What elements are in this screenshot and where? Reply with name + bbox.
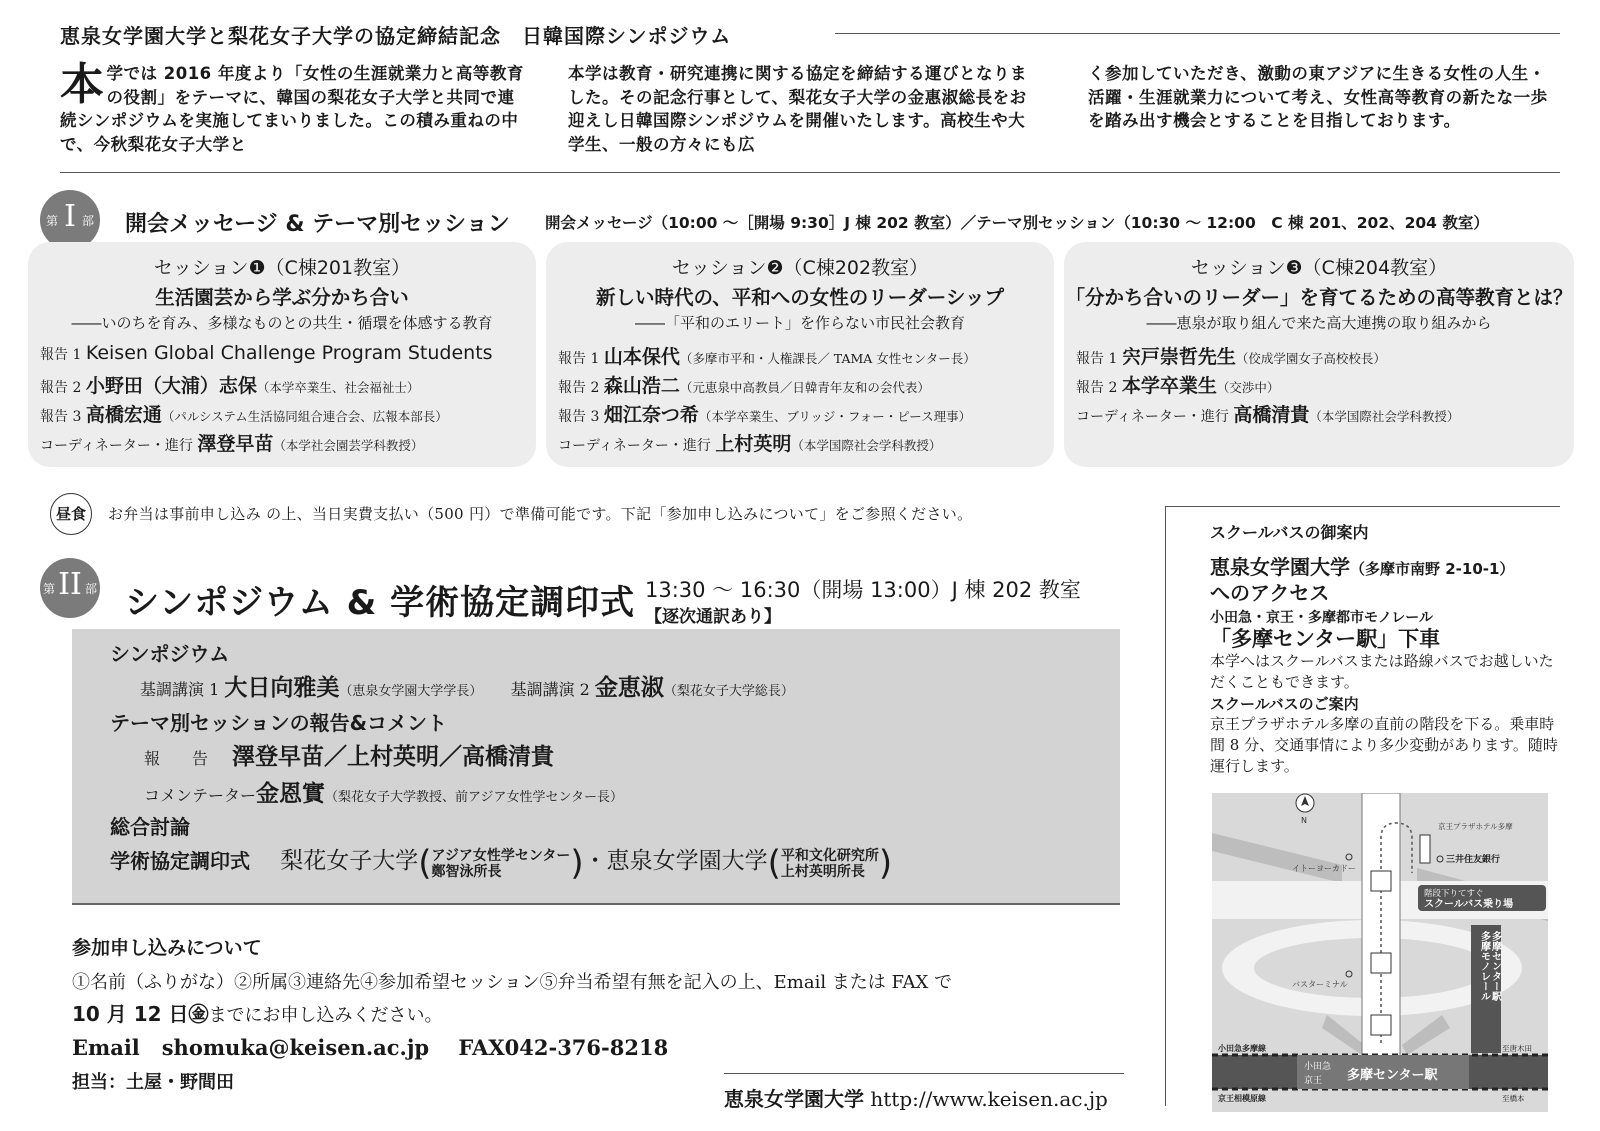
session-1-box	[28, 242, 536, 467]
part1-badge	[40, 190, 100, 250]
session-3-box	[1064, 242, 1574, 467]
row-aff: （本学国際社会学科教授）	[1309, 409, 1460, 424]
session-3-report-1	[1076, 342, 1386, 369]
part2-badge-post: 部	[84, 582, 97, 596]
row-label: 報告 3	[40, 409, 86, 425]
keynote-1-label: 基調講演 1	[140, 680, 225, 699]
keynote-2-label: 基調講演 2	[510, 680, 595, 699]
map-walk-marker-1	[1371, 871, 1391, 891]
map-karakida: 至唐木田	[1502, 1044, 1532, 1053]
application-deadline-line	[72, 998, 1122, 1027]
row-name: 宍戸崇哲先生	[1121, 346, 1236, 368]
bus-text-1: 本学へはスクールバスまたは路線バスでお越しいただくこともできます。	[1210, 652, 1554, 691]
footer-university: 恵泉女学園大学	[724, 1087, 864, 1111]
part1-schedule: 開会メッセージ（10:00 ～［開場 9:30］J 棟 202 教室）／テーマ別セッション（10:30 ～ 12:00 C 棟 201、202、204 教室）	[545, 214, 1489, 232]
commentator-label: コメンテーター	[144, 786, 257, 805]
row-aff: （本学社会園芸学科教授）	[273, 438, 424, 453]
commentator-aff: （梨花女子大学教授、前アジア女性学センター長）	[325, 790, 623, 805]
header-rule	[835, 33, 1560, 34]
row-label: 報告 2	[40, 380, 86, 396]
intro-col-1	[60, 59, 530, 156]
bus-info	[1210, 520, 1560, 777]
bus-heading: スクールバスの御案内	[1210, 523, 1369, 542]
row-aff: （本学国際社会学科教授）	[791, 438, 942, 453]
separator: ・	[583, 848, 607, 874]
part2-badge	[40, 558, 100, 618]
row-aff: （パルシステム生活協同組合連合会、広報本部長）	[161, 409, 448, 424]
intro-col-1-text: 学では 2016 年度より「女性の生涯就業力と高等教育の役割」をテーマに、韓国の梨花女子大学と共同で連続シンポジウムを実施してまいりました。この積み重ねの中で、今秋梨花女子大学と	[60, 64, 524, 154]
univ1-rep	[431, 848, 570, 880]
row-label: 報告 1	[558, 351, 604, 367]
row-name: 本学卒業生	[1121, 375, 1217, 397]
lunch-text: お弁当は事前申し込み の上、当日実費支払い（500 円）で準備可能です。下記「参加申し込みについて」をご参照ください。	[108, 505, 973, 523]
application-section	[72, 933, 1122, 1094]
signing-row: 学術協定調印式 梨花女子大学(アジア女性学センター 鄭智泳所長 )・恵泉女学園大学(平和文化研究所 上村英明所長 )	[110, 843, 893, 884]
session-2-coordinator	[558, 429, 941, 456]
session-1-coordinator	[40, 429, 423, 456]
row-aff: （元恵泉中高教員／日韓青年友和の会代表）	[679, 380, 930, 395]
reporters	[144, 738, 554, 771]
application-instructions: ①名前（ふりがな）②所属③連絡先④参加希望セッション⑤弁当希望有無を記入の上、Email または FAX で	[72, 972, 952, 993]
footer-url[interactable]: http://www.keisen.ac.jp	[870, 1087, 1108, 1111]
row-label: 報告 3	[558, 409, 604, 425]
session-1-report-2	[40, 371, 419, 398]
session-2-report-2	[558, 371, 930, 398]
keynote-1-aff: （恵泉女学園大学学長）	[339, 684, 483, 699]
bus-station: 「多摩センター駅」下車	[1210, 627, 1441, 651]
part2-time: 13:30 ～ 16:30（開場 13:00）J 棟 202 教室	[645, 578, 1081, 602]
univ1-rep-line1: アジア女性学センター	[431, 847, 571, 864]
fax-number: FAX042-376-8218	[458, 1035, 669, 1060]
session-3-report-2	[1076, 371, 1279, 398]
row-label: コーディネーター・進行	[1076, 409, 1234, 425]
row-aff: （交渉中）	[1216, 380, 1280, 395]
session-2-report-3	[558, 400, 971, 427]
map-keio-line: 京王相模原線	[1218, 1094, 1266, 1103]
access-map	[1212, 793, 1548, 1112]
bus-subheading: スクールバスのご案内	[1210, 695, 1359, 713]
part1-title: 開会メッセージ & テーマ別セッション	[125, 212, 510, 237]
row-label: 報告 2	[558, 380, 604, 396]
map-walk-marker-2	[1371, 953, 1391, 973]
session-1-head: セッション❶（C棟201教室）	[153, 257, 411, 279]
bus-rule	[1165, 506, 1560, 507]
univ2-name: 恵泉女学園大学	[606, 848, 768, 874]
application-heading: 参加申し込みについて	[72, 937, 262, 959]
row-name: 澤登早苗	[197, 433, 274, 455]
row-label: 報告 2	[1076, 380, 1122, 396]
map-odakyu: 小田急	[1304, 1062, 1332, 1072]
keynote-2-name: 金恵淑	[594, 675, 664, 701]
application-contact-line	[72, 1035, 1122, 1060]
row-label: 報告 1	[1076, 351, 1122, 367]
symposium-heading: シンポジウム	[110, 642, 230, 666]
row-label: 報告 1	[40, 347, 86, 363]
bus-uni-name: 恵泉女学園大学	[1210, 555, 1350, 579]
row-name: 小野田（大浦）志保	[85, 375, 257, 397]
application-deadline: 10 月 12 日㊎	[72, 1002, 209, 1026]
intro-col-3: く参加していただき、激動の東アジアに生きる女性の人生・活躍・生涯就業力について考え、女性高等教育の新たな一歩を踏み出す機会とすることを目指しております。	[1088, 64, 1548, 130]
bus-vrule	[1165, 506, 1166, 1106]
session-1-subtheme: ――いのちを育み、多様なものとの共生・循環を体感する教育	[71, 314, 493, 332]
row-aff: （本学卒業生、ブリッジ・フォー・ピース理事）	[698, 409, 972, 424]
theme-heading: テーマ別セッションの報告&コメント	[110, 711, 448, 735]
report-names: 澤登早苗／上村英明／高橋清貴	[232, 744, 555, 770]
row-name: 高橋宏通	[85, 404, 162, 426]
map-bus-stop-line2: スクールバス乗り場	[1424, 899, 1514, 910]
map-odakyu-line: 小田急多摩線	[1218, 1044, 1266, 1053]
map-keio: 京王	[1304, 1076, 1323, 1086]
keynotes	[140, 669, 794, 702]
session-3-theme: 「分かち合いのリーダー」を育てるための高等教育とは？	[1065, 286, 1573, 309]
bus-address: （多摩市南野 2-10-1）	[1350, 560, 1515, 578]
part2-interpretation: 【逐次通訳あり】	[645, 607, 781, 627]
map-hashimoto: 至橋本	[1502, 1094, 1525, 1103]
map-hotel-label: 京王プラザホテル多摩	[1438, 822, 1513, 831]
row-aff: （本学卒業生、社会福祉士）	[256, 380, 420, 395]
discussion-heading: 総合討論	[110, 815, 190, 839]
commentator-name: 金恩實	[256, 781, 326, 807]
map-hotel-icon	[1420, 835, 1430, 863]
signing-heading: 学術協定調印式	[110, 849, 250, 873]
lunch-icon: 昼食	[50, 493, 92, 535]
univ1-rep-line2: 鄭智泳所長	[431, 863, 502, 880]
row-name: 高橋清貴	[1233, 404, 1310, 426]
bus-lines: 小田急・京王・多摩都市モノレール	[1210, 610, 1434, 626]
email-link[interactable]: shomuka@keisen.ac.jp	[161, 1035, 430, 1060]
row-name: 上村英明	[715, 433, 792, 455]
part2-badge-pre: 第	[43, 582, 56, 596]
session-2-report-1	[558, 342, 976, 369]
map-bus-stop-line1: 階段下りてすぐ	[1424, 889, 1484, 899]
footer	[724, 1083, 1108, 1112]
application-deadline-rest: までにお申し込みください。	[208, 1005, 443, 1026]
intro-rule	[60, 172, 1560, 173]
session-1-theme: 生活園芸から学ぶ分かち合い	[155, 286, 409, 309]
row-name: 畑江奈つ希	[603, 404, 699, 426]
session-2-head: セッション❷（C棟202教室）	[671, 257, 929, 279]
part1-badge-num: I	[64, 199, 76, 234]
part2-badge-num: II	[58, 567, 82, 602]
report-label: 報 告	[144, 749, 209, 768]
univ2-rep-line2: 上村英明所長	[780, 863, 865, 880]
part2-title: シンポジウム & 学術協定調印式	[125, 583, 636, 623]
part1-badge-post: 部	[81, 214, 94, 228]
session-2-subtheme: ――「平和のエリート」を作らない市民社会教育	[634, 314, 965, 332]
univ1-name: 梨花女子大学	[280, 848, 419, 874]
row-name: 森山浩二	[603, 375, 680, 397]
session-3-head: セッション❸（C棟204教室）	[1190, 257, 1448, 279]
row-label: コーディネーター・進行	[40, 438, 198, 454]
session-3-subtheme: ――恵泉が取り組んで来た高大連携の取り組みから	[1146, 314, 1492, 332]
session-2-theme: 新しい時代の、平和への女性のリーダーシップ	[596, 286, 1004, 309]
part2-program-box	[72, 629, 1120, 905]
page-title: 恵泉女学園大学と梨花女子大学の協定締結記念 日韓国際シンポジウム	[60, 24, 732, 48]
map-monorail-station: 多摩センター駅	[1489, 931, 1501, 1001]
univ2-rep-line1: 平和文化研究所	[780, 847, 879, 864]
session-1-report-1	[40, 342, 493, 364]
map-walk-marker-3	[1371, 1015, 1391, 1035]
map-ito-label: イトーヨーカドー	[1292, 864, 1356, 873]
map-monorail-label: 多摩モノレール	[1478, 931, 1490, 1001]
map-busterm-label: バスターミナル	[1292, 980, 1348, 989]
bus-access: へのアクセス	[1210, 581, 1330, 605]
session-3-coordinator	[1076, 400, 1459, 427]
map-station-name: 多摩センター駅	[1347, 1068, 1438, 1083]
bus-text-2: 京王プラザホテル多摩の直前の階段を下る。乗車時間 8 分、交通事情により多少変動があります。随時運行します。	[1210, 715, 1558, 775]
part1-badge-pre: 第	[46, 214, 59, 228]
row-aff: （多摩市平和・人権課長／ TAMA 女性センター長）	[679, 351, 976, 366]
keynote-1-name: 大日向雅美	[224, 675, 340, 701]
intro-dropcap: 本	[60, 59, 105, 110]
application-person: 担当：土屋・野間田	[72, 1072, 234, 1093]
row-name: 山本保代	[603, 346, 680, 368]
map-north-label: N	[1301, 816, 1307, 825]
email-label: Email	[72, 1035, 140, 1060]
row-label: コーディネーター・進行	[558, 438, 716, 454]
univ2-rep	[781, 848, 879, 880]
map-bank-label: 三井住友銀行	[1446, 855, 1501, 865]
row-name: Keisen Global Challenge Program Students	[85, 342, 493, 364]
session-1-report-3	[40, 400, 448, 427]
footer-rule	[724, 1073, 1124, 1074]
keynote-2-aff: （梨花女子大学総長）	[663, 684, 794, 699]
bus-university	[1210, 555, 1560, 605]
intro-col-2: 本学は教育・研究連携に関する協定を締結する運びとなりました。その記念行事として、梨花女子大学の金惠淑総長をお迎えし日韓国際シンポジウムを開催いたします。高校生や大学生、一般の方々にも広	[568, 64, 1027, 154]
row-aff: （佼成学園女子高校校長）	[1235, 351, 1386, 366]
commentator	[144, 775, 623, 808]
session-2-box	[546, 242, 1054, 467]
